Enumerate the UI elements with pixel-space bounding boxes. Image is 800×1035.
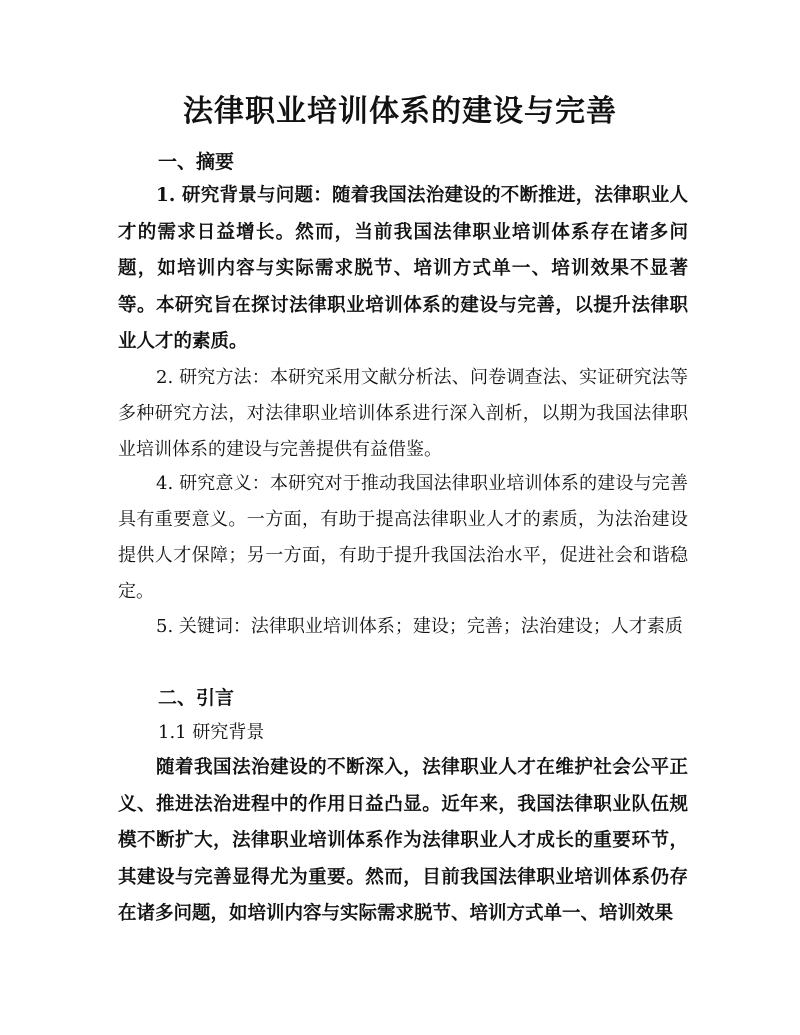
abstract-paragraph-significance: 4. 研究意义：本研究对于推动我国法律职业培训体系的建设与完善具有重要意义。一方面，有助于提高法律职业人才的素质，为法治建设提供人才保障；另一方面，有助于提升我国法治水平，促进社会和谐稳定。 [118, 473, 688, 602]
document-title: 法律职业培训体系的建设与完善 [183, 94, 617, 129]
section-heading-introduction: 二、引言 [158, 687, 235, 709]
abstract-paragraph-background: 1. 研究背景与问题：随着我国法治建设的不断推进，法律职业人才的需求日益增长。然而，当前我国法律职业培训体系存在诸多问题，如培训内容与实际需求脱节、培训方式单一、培训效果不显著等。本研究旨在探讨法律职业培训体系的建设与完善，以提升法律职业人才的素质。 [118, 185, 688, 352]
section-heading-abstract: 一、摘要 [158, 151, 235, 173]
abstract-paragraph-keywords: 5. 关键词：法律职业培训体系；建设；完善；法治建设；人才素质 [156, 616, 683, 637]
introduction-paragraph: 随着我国法治建设的不断深入，法律职业人才在维护社会公平正义、推进法治进程中的作用日益凸显。近年来，我国法律职业队伍规模不断扩大，法律职业培训体系作为法律职业人才成长的重要环节，其建设与完善显得尤为重要。然而，目前我国法律职业培训体系仍存在诸多问题，如培训内容与实际需求脱节、培训方式单一、培训效果 [118, 757, 688, 924]
abstract-paragraph-methods: 2. 研究方法：本研究采用文献分析法、问卷调查法、实证研究法等多种研究方法，对法律职业培训体系进行深入剖析，以期为我国法律职业培训体系的建设与完善提供有益借鉴。 [118, 367, 688, 460]
subsection-heading-research-background: 1.1 研究背景 [158, 722, 265, 743]
